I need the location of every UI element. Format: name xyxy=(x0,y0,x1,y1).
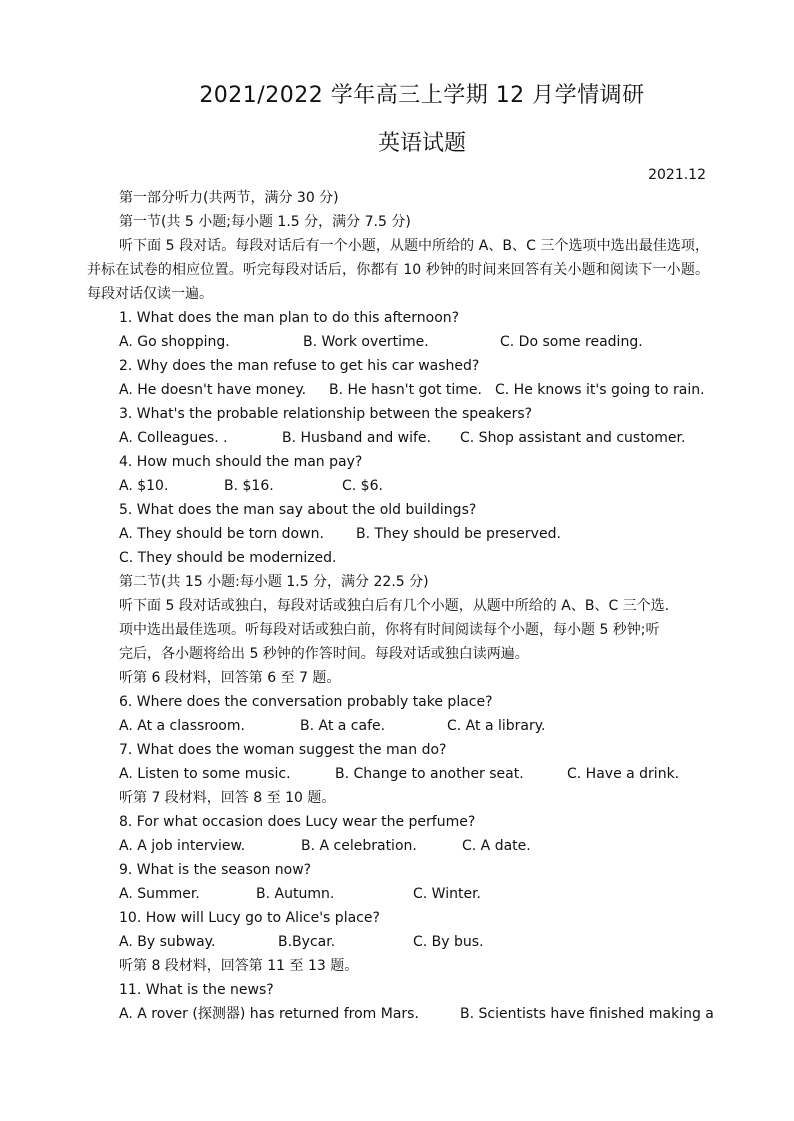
option-c: C. A date. xyxy=(462,838,531,854)
material-8-heading: 听第 8 段材料，回答第 11 至 13 题。 xyxy=(119,958,359,974)
option-c-line: C. They should be modernized. xyxy=(119,550,337,566)
option-b: B. Autumn. xyxy=(256,886,335,902)
options-6 xyxy=(87,714,709,738)
option-a: A. Colleagues. . xyxy=(119,430,228,446)
options-10 xyxy=(87,930,709,954)
option-b: B. Husband and wife. xyxy=(282,430,431,446)
option-a: A. A job interview. xyxy=(119,838,246,854)
option-b: B. At a cafe. xyxy=(300,718,386,734)
options-7 xyxy=(87,762,709,786)
option-a: A. They should be torn down. xyxy=(119,526,324,542)
option-b: B. $16. xyxy=(224,478,274,494)
section2-heading: 第二节(共 15 小题:每小题 1.5 分，满分 22.5 分) xyxy=(119,574,429,590)
option-c: C. At a library. xyxy=(447,718,546,734)
options-9 xyxy=(87,882,709,906)
question-7: 7. What does the woman suggest the man do? xyxy=(119,742,447,758)
question-11: 11. What is the news? xyxy=(119,982,274,998)
option-a: A. Listen to some music. xyxy=(119,766,291,782)
option-b: B. They should be preserved. xyxy=(356,526,561,542)
question-5: 5. What does the man say about the old buildings? xyxy=(119,502,477,518)
section1-instruction: 听下面 5 段对话。每段对话后有一个小题，从题中所给的 A、B、C 三个选项中选出最佳选项，并标在试卷的相应位置。听完每段对话后，你都有 10 秒钟的时间来回答有关小题和阅读下一小题。每段对话仅读一遍。 xyxy=(87,238,709,302)
option-a: A. $10. xyxy=(119,478,169,494)
options-3 xyxy=(87,426,709,450)
question-1: 1. What does the man plan to do this afternoon? xyxy=(119,310,460,326)
option-b: B. Scientists have finished making a xyxy=(460,1006,714,1022)
option-a: A. At a classroom. xyxy=(119,718,245,734)
option-a: A. By subway. xyxy=(119,934,216,950)
option-c: C. $6. xyxy=(342,478,383,494)
option-a: A. He doesn't have money. xyxy=(119,382,307,398)
option-a: A. A rover (探测器) has returned from Mars. xyxy=(119,1006,419,1022)
option-a: A. Summer. xyxy=(119,886,200,902)
option-b: B. Work overtime. xyxy=(303,334,429,350)
options-11 xyxy=(87,1002,714,1026)
question-4: 4. How much should the man pay? xyxy=(119,454,363,470)
question-8: 8. For what occasion does Lucy wear the perfume? xyxy=(119,814,476,830)
section2-instruction-1: 听下面 5 段对话或独白，每段对话或独白后有几个小题，从题中所给的 A、B、C 三个选. xyxy=(119,598,670,614)
question-2: 2. Why does the man refuse to get his car washed? xyxy=(119,358,480,374)
option-b: B.Bycar. xyxy=(278,934,336,950)
exam-date: 2021.12 xyxy=(648,167,706,183)
question-6: 6. Where does the conversation probably take place? xyxy=(119,694,493,710)
option-c: C. He knows it's going to rain. xyxy=(495,382,705,398)
option-c: C. Do some reading. xyxy=(500,334,643,350)
question-9: 9. What is the season now? xyxy=(119,862,312,878)
option-c: C. By bus. xyxy=(413,934,484,950)
option-b: B. A celebration. xyxy=(301,838,417,854)
question-3: 3. What's the probable relationship between the speakers? xyxy=(119,406,533,422)
option-c: C. Shop assistant and customer. xyxy=(460,430,686,446)
part1-heading: 第一部分听力(共两节，满分 30 分) xyxy=(119,190,339,206)
section1-heading: 第一节(共 5 小题;每小题 1.5 分，满分 7.5 分) xyxy=(119,214,411,230)
options-1 xyxy=(87,330,709,354)
option-c: C. Have a drink. xyxy=(567,766,680,782)
options-5 xyxy=(87,522,709,546)
option-a: A. Go shopping. xyxy=(119,334,230,350)
option-c: C. Winter. xyxy=(413,886,481,902)
exam-body xyxy=(87,186,714,1026)
material-6-heading: 听第 6 段材料，回答第 6 至 7 题。 xyxy=(119,670,341,686)
section2-instruction-2: 项中选出最佳选项。听每段对话或独白前，你将有时间阅读每个小题，每小题 5 秒钟;听 xyxy=(119,622,660,638)
section2-instruction-3: 完后，各小题将给出 5 秒钟的作答时间。每段对话或独白读两遍。 xyxy=(119,646,529,662)
question-10: 10. How will Lucy go to Alice's place? xyxy=(119,910,380,926)
option-b: B. He hasn't got time. xyxy=(329,382,482,398)
exam-title: 2021/2022 学年高三上学期 12 月学情调研 xyxy=(199,83,645,108)
options-2 xyxy=(87,378,709,402)
options-4 xyxy=(87,474,709,498)
exam-subject: 英语试题 xyxy=(377,131,466,156)
option-b: B. Change to another seat. xyxy=(335,766,524,782)
material-7-heading: 听第 7 段材料，回答 8 至 10 题。 xyxy=(119,790,336,806)
options-8 xyxy=(87,834,709,858)
